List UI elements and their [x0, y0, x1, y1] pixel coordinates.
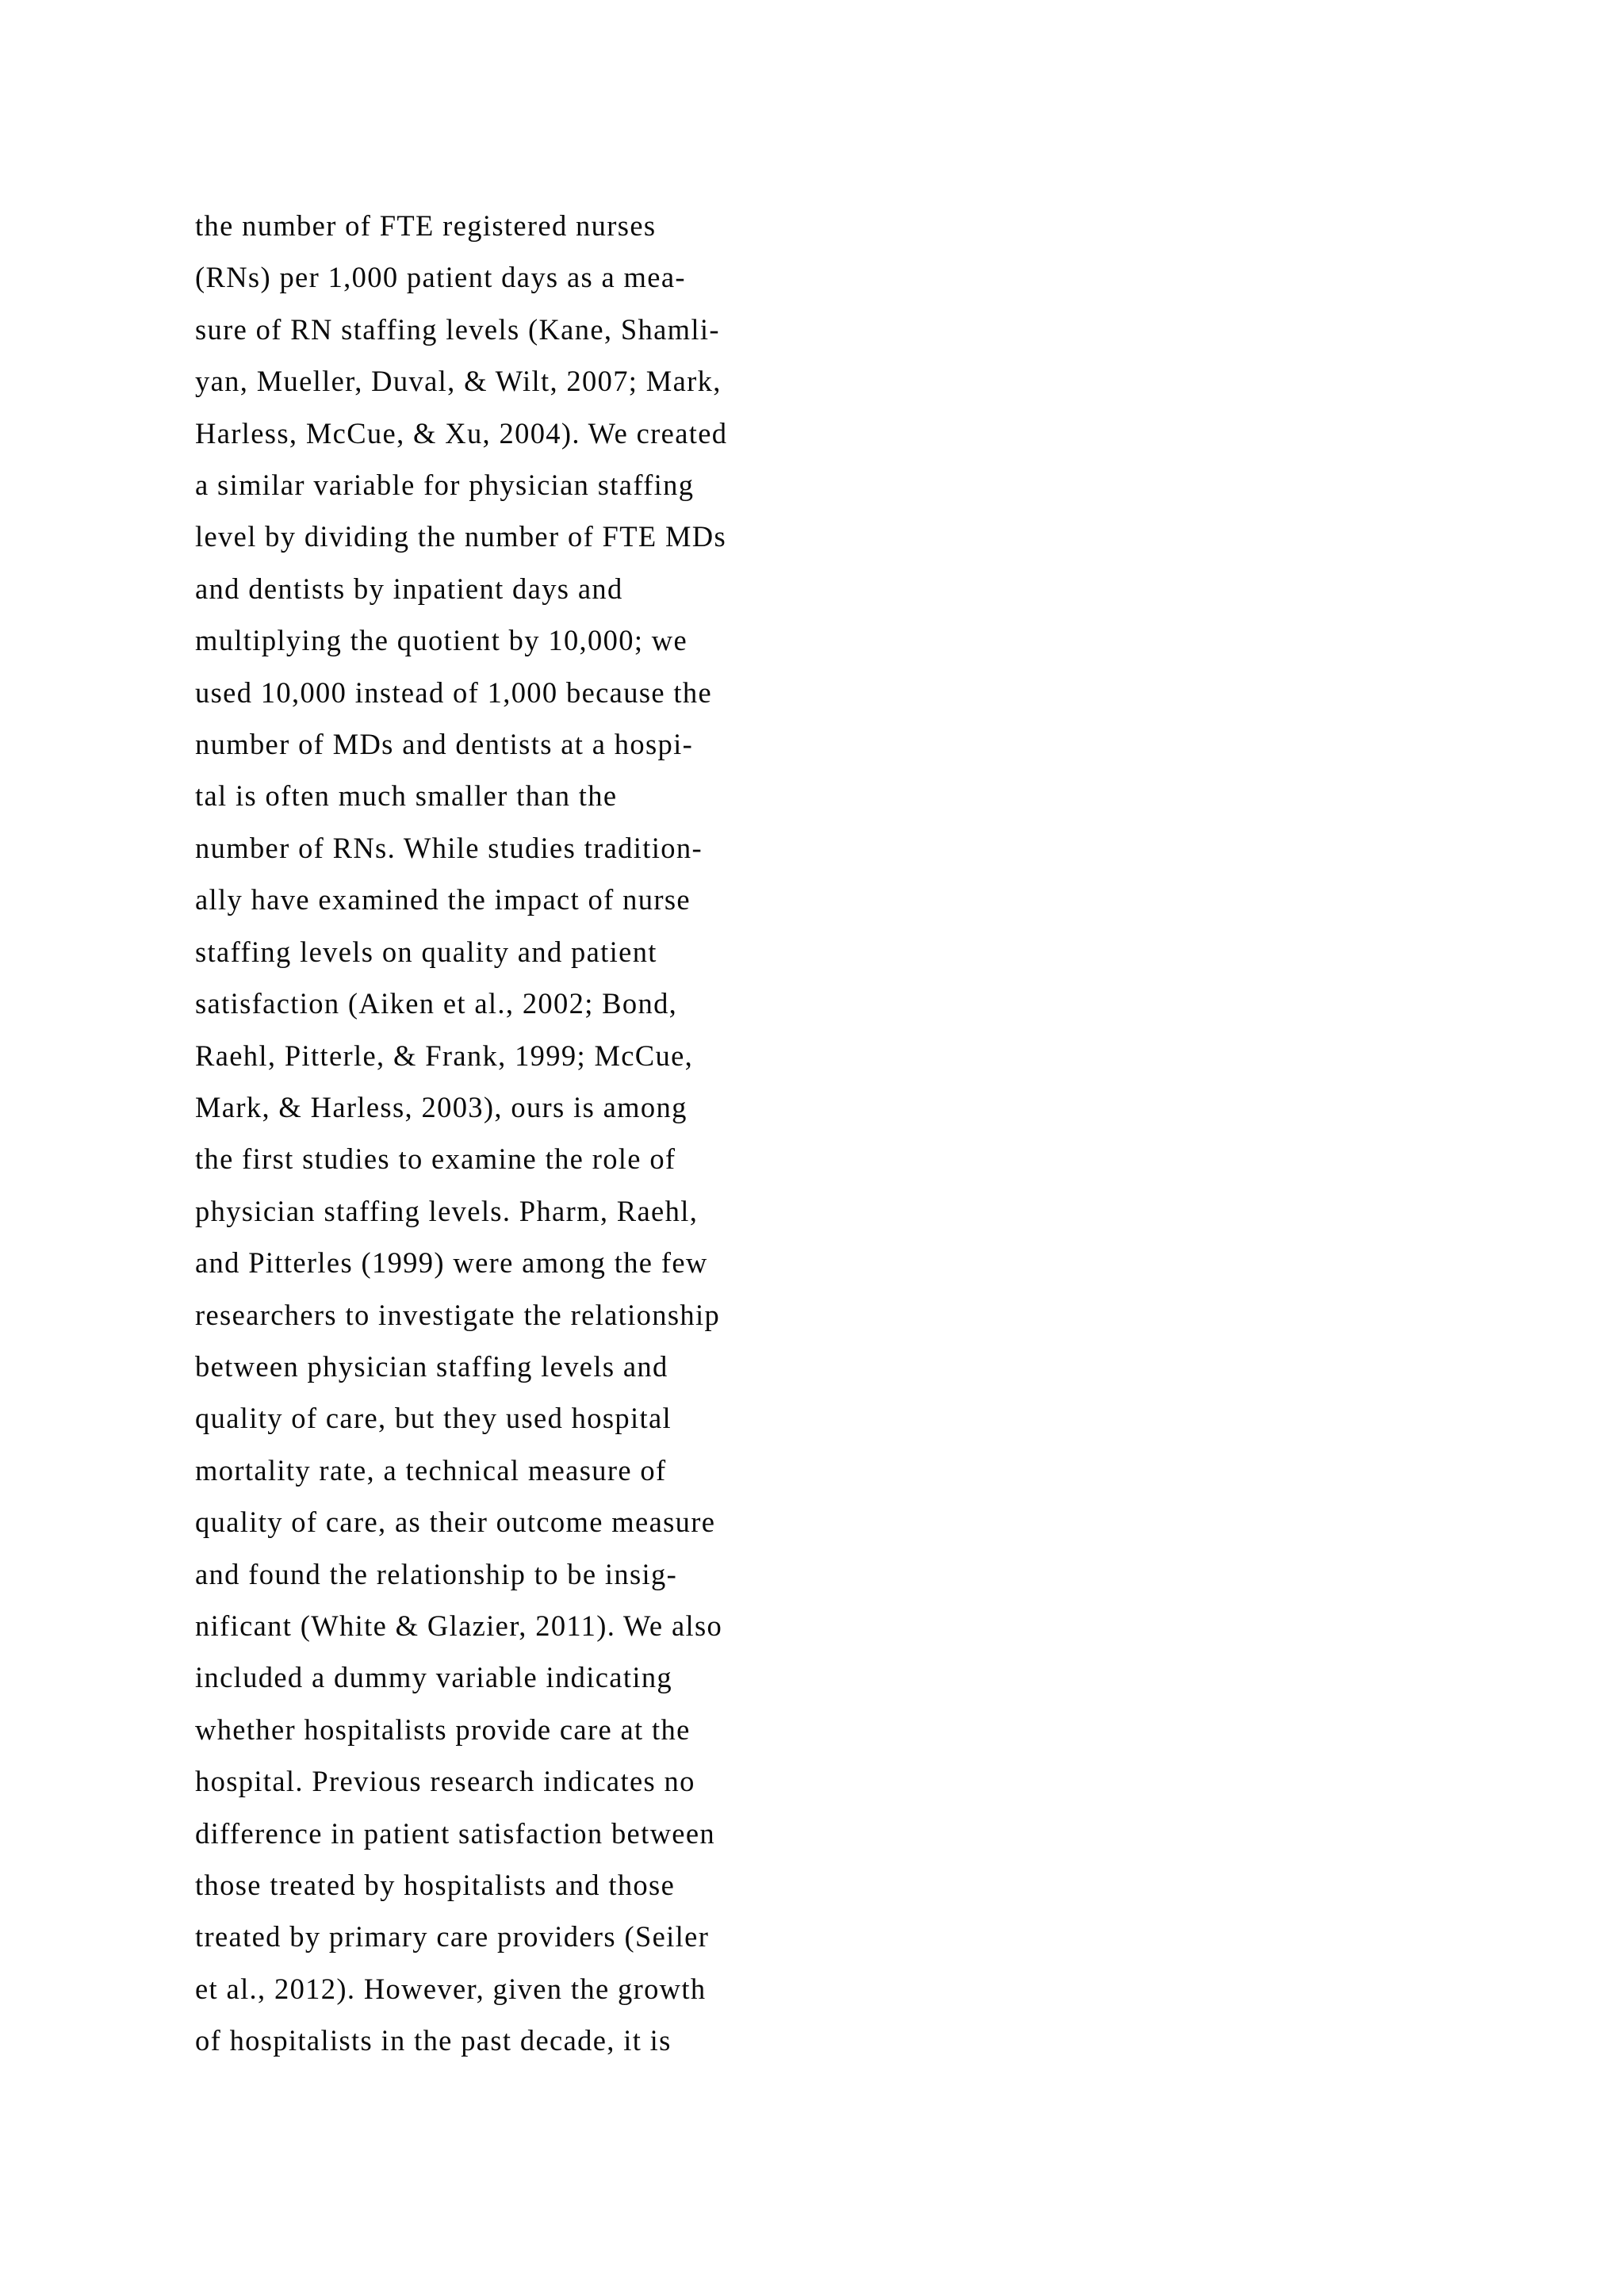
- body-text-line: and Pitterles (1999) were among the few: [195, 1246, 708, 1280]
- body-text-line: Mark, & Harless, 2003), ours is among: [195, 1090, 688, 1123]
- body-text-line: difference in patient satisfaction between: [195, 1816, 715, 1850]
- body-text-line: staffing levels on quality and patient: [195, 935, 657, 968]
- body-text-line: number of MDs and dentists at a hospi-: [195, 728, 694, 761]
- body-text-line: whether hospitalists provide care at the: [195, 1712, 691, 1746]
- body-text-line: number of RNs. While studies tradition-: [195, 831, 703, 864]
- body-text-line: yan, Mueller, Duval, & Wilt, 2007; Mark,: [195, 365, 722, 398]
- body-text-line: quality of care, as their outcome measure: [195, 1506, 716, 1539]
- body-text-line: of hospitalists in the past decade, it is: [195, 2024, 672, 2057]
- body-text-line: those treated by hospitalists and those: [195, 1869, 676, 1901]
- body-text-line: a similar variable for physician staffing: [195, 469, 695, 502]
- body-text-line: multiplying the quotient by 10,000; we: [195, 624, 688, 657]
- body-text-line: level by dividing the number of FTE MDs: [195, 520, 727, 553]
- body-text-line: and found the relationship to be insig-: [195, 1557, 678, 1590]
- body-text-line: researchers to investigate the relationship: [195, 1298, 721, 1331]
- body-text-line: treated by primary care providers (Seiler: [195, 1920, 710, 1954]
- body-text-line: and dentists by inpatient days and: [195, 572, 623, 605]
- body-text-line: physician staffing levels. Pharm, Raehl,: [195, 1194, 699, 1227]
- body-text-column: [195, 200, 1004, 2067]
- body-text-line: hospital. Previous research indicates no: [195, 1765, 695, 1798]
- body-text-line: quality of care, but they used hospital: [195, 1402, 672, 1435]
- body-text-line: included a dummy variable indicating: [195, 1661, 673, 1694]
- body-text-line: nificant (White & Glazier, 2011). We also: [195, 1609, 723, 1642]
- body-text-line: satisfaction (Aiken et al., 2002; Bond,: [195, 987, 678, 1020]
- body-text-line: et al., 2012). However, given the growth: [195, 1972, 707, 2005]
- body-text-line: mortality rate, a technical measure of: [195, 1453, 667, 1487]
- body-text-line: between physician staffing levels and: [195, 1349, 668, 1383]
- body-text-line: ally have examined the impact of nurse: [195, 883, 691, 916]
- body-text-line: tal is often much smaller than the: [195, 779, 618, 813]
- body-text-line: used 10,000 instead of 1,000 because the: [195, 675, 713, 709]
- body-text-line: the number of FTE registered nurses: [195, 209, 657, 242]
- body-text-line: the first studies to examine the role of: [195, 1142, 676, 1176]
- body-text-line: Harless, McCue, & Xu, 2004). We created: [195, 416, 728, 450]
- body-text-line: sure of RN staffing levels (Kane, Shamli-: [195, 312, 720, 346]
- body-text-line: (RNs) per 1,000 patient days as a mea-: [195, 261, 686, 294]
- body-text-line: Raehl, Pitterle, & Frank, 1999; McCue,: [195, 1039, 694, 1072]
